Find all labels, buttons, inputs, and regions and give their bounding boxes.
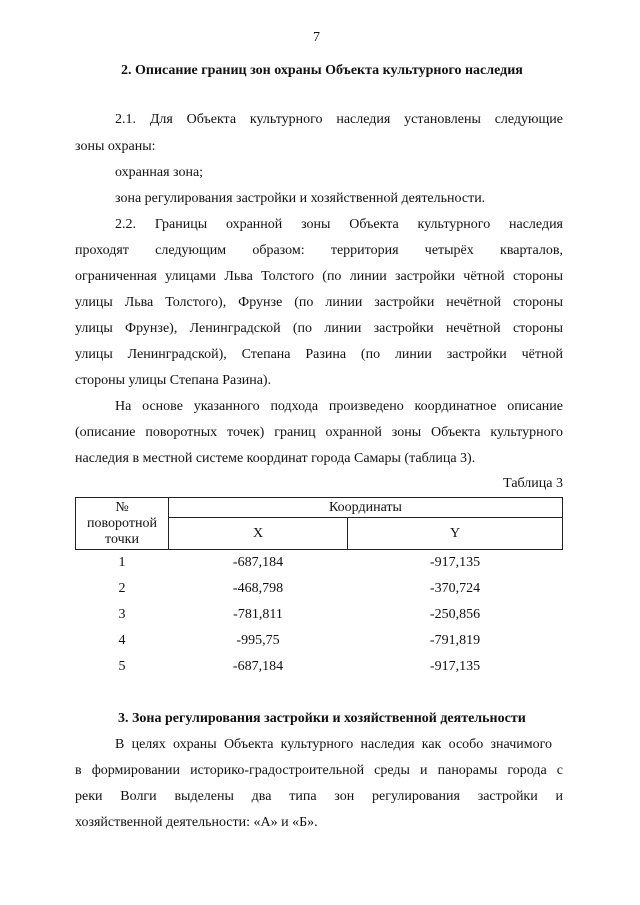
header-coordinates: Координаты bbox=[169, 498, 563, 518]
list-item-regulation-zone: зона регулирования застройки и хозяйственной деятельности. bbox=[115, 191, 486, 206]
table-row bbox=[76, 628, 563, 654]
cell-x: -995,75 bbox=[236, 633, 280, 648]
paragraph-2-2-last-line: стороны улицы Степана Разина). bbox=[75, 373, 272, 388]
paragraph-coords-line: На основе указанного подхода произведено координатное описание bbox=[115, 399, 563, 414]
cell-y: -917,135 bbox=[429, 659, 481, 674]
section-3-last-line: хозяйственной деятельности: «А» и «Б». bbox=[75, 815, 318, 830]
cell-point: 2 bbox=[118, 581, 126, 596]
paragraph-2-2-line: проходят следующим образом: территория четырёх кварталов, bbox=[75, 243, 563, 258]
cell-y: -250,856 bbox=[429, 607, 481, 622]
cell-point: 1 bbox=[118, 555, 126, 570]
list-item-protection-zone: охранная зона; bbox=[115, 165, 204, 180]
cell-x: -781,811 bbox=[233, 607, 283, 622]
cell-y: -370,724 bbox=[429, 581, 481, 596]
section-3-line: в формировании историко-градостроительной среды и панорамы города с bbox=[75, 763, 563, 778]
cell-point: 5 bbox=[118, 659, 126, 674]
section-3-line: реки Волги выделены два типа зон регулирования застройки и bbox=[75, 789, 563, 804]
cell-point: 3 bbox=[118, 607, 126, 622]
paragraph-2-2-line: 2.2. Границы охранной зоны Объекта культурного наследия bbox=[115, 217, 563, 232]
header-no: № bbox=[115, 499, 129, 515]
header-x: X bbox=[169, 518, 348, 550]
paragraph-coords-last-line: наследия в местной системе координат города Самары (таблица 3). bbox=[75, 451, 476, 466]
paragraph-2-1-line-1: 2.1. Для Объекта культурного наследия установлены следующие bbox=[115, 112, 563, 127]
cell-y: -791,819 bbox=[429, 633, 481, 648]
paragraph-2-2-line: ограниченная улицами Льва Толстого (по линии застройки чётной стороны bbox=[75, 269, 563, 284]
header-y: Y bbox=[348, 518, 563, 550]
header-point-number bbox=[76, 498, 169, 550]
paragraph-2-2-line: улицы Ленинградской), Степана Разина (по линии застройки чётной bbox=[75, 347, 563, 362]
header-point: поворотной точки bbox=[87, 515, 157, 547]
section-3-heading: 3. Зона регулирования застройки и хозяйственной деятельности bbox=[118, 711, 526, 726]
paragraph-2-1-line-2: зоны охраны: bbox=[75, 139, 156, 154]
paragraph-2-2-line: улицы Фрунзе), Ленинградской (по линии застройки нечётной стороны bbox=[75, 321, 563, 336]
section-2-heading: 2. Описание границ зон охраны Объекта культурного наследия bbox=[121, 63, 523, 78]
table-row bbox=[76, 576, 563, 602]
cell-x: -468,798 bbox=[232, 581, 284, 596]
table-row bbox=[76, 654, 563, 680]
paragraph-2-2-line: улицы Льва Толстого), Фрунзе (по линии застройки нечётной стороны bbox=[75, 295, 563, 310]
cell-y: -917,135 bbox=[429, 555, 481, 570]
page-number: 7 bbox=[313, 30, 320, 45]
table-caption: Таблица 3 bbox=[503, 476, 563, 491]
cell-x: -687,184 bbox=[232, 555, 284, 570]
table-row bbox=[76, 550, 563, 577]
table-row bbox=[76, 602, 563, 628]
paragraph-coords-line: (описание поворотных точек) границ охранной зоны Объекта культурного bbox=[75, 425, 563, 440]
cell-x: -687,184 bbox=[232, 659, 284, 674]
section-3-line: В целях охраны Объекта культурного наследия как особо значимого bbox=[115, 737, 552, 752]
coordinates-table bbox=[75, 497, 563, 680]
cell-point: 4 bbox=[118, 633, 126, 648]
